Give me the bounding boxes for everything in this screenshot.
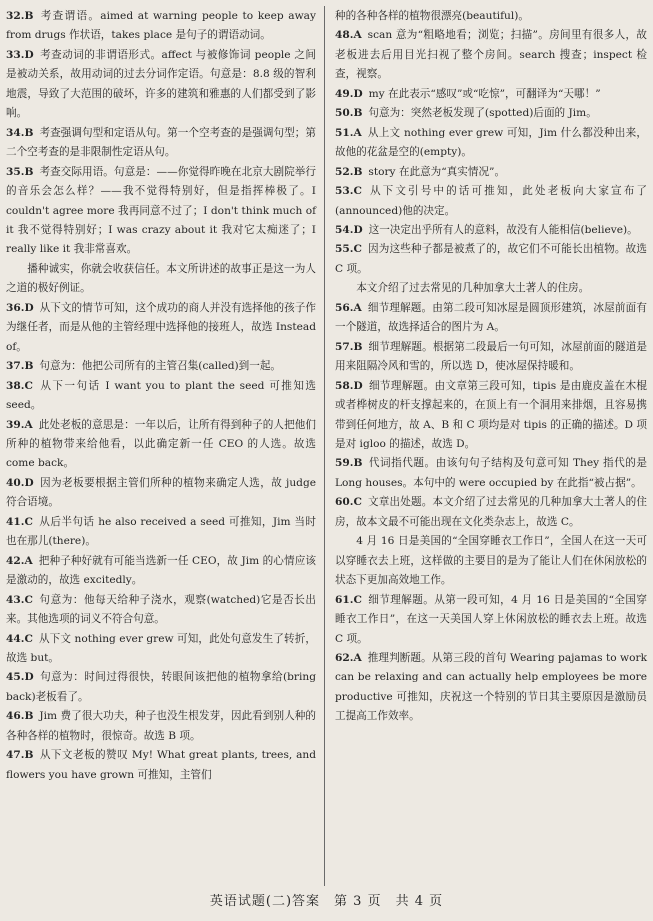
item-explanation: Jim 费了很大功夫，种子也没生根发芽，因此看到别人种的各种各样的植物时，很惊奇。故选 B 项。 — [6, 710, 316, 742]
item-answer: B — [24, 10, 34, 22]
answer-item — [335, 591, 647, 649]
item-answer: C — [24, 632, 33, 645]
continued-text: 种的各种各样的植物很漂亮(beautiful)。 — [335, 10, 529, 22]
item-answer: B — [353, 457, 363, 470]
answer-item — [6, 357, 316, 376]
item-number: 55. — [335, 243, 354, 256]
item-explanation: 从上文 nothing ever grew 可知，Jim 什么都没种出来，故他的花盆是空的(empty)。 — [335, 126, 647, 159]
item-explanation: 代词指代题。由该句句子结构及句意可知 They 指代的是 Long houses。本句中的 were occupied by 在此指“被占据”。 — [335, 457, 647, 489]
item-answer: C — [353, 185, 362, 198]
item-number: 49. — [335, 87, 354, 100]
answer-item — [6, 552, 316, 591]
item-number: 42. — [6, 554, 25, 567]
item-number: 36. — [6, 301, 25, 314]
item-number: 47. — [6, 749, 25, 762]
answer-item — [335, 493, 647, 532]
right-column — [335, 7, 647, 727]
answer-item — [6, 124, 316, 163]
item-number: 40. — [6, 476, 25, 489]
item-explanation: 这一决定出乎所有人的意料，故没有人能相信(believe)。 — [368, 223, 638, 236]
item-explanation: 因为老板要根据主管们所种的植物来确定人选，故 judge 符合语境。 — [6, 476, 316, 509]
answer-item — [335, 163, 647, 182]
item-answer: C — [353, 243, 362, 256]
passage-summary: 播种诚实，你就会收获信任。本文所讲述的故事正是这一为人之道的极好例证。 — [6, 262, 316, 295]
item-explanation: 因为这些种子都是被煮了的，故它们不可能长出植物。故选 C 项。 — [335, 243, 647, 275]
item-number: 50. — [335, 107, 354, 120]
item-explanation: 句意为：时间过得很快，转眼间该把他的植物拿给(bring back)老板看了。 — [6, 671, 316, 703]
item-number: 52. — [335, 165, 354, 178]
item-explanation: scan 意为“粗略地看；浏览；扫描”。房间里有很多人，故老板进去后用目光扫视了整个房间。search 搜查；inspect 检查，视察。 — [335, 29, 647, 81]
answer-item — [335, 221, 647, 240]
answer-item — [6, 668, 316, 707]
answer-item — [335, 124, 647, 163]
item-answer: A — [353, 651, 362, 664]
item-answer: C — [24, 379, 33, 392]
item-number: 60. — [335, 496, 354, 509]
item-answer: D — [24, 48, 34, 61]
item-number: 37. — [6, 360, 25, 373]
item-number: 38. — [6, 379, 25, 392]
item-answer: A — [353, 301, 362, 314]
item-number: 39. — [6, 418, 25, 431]
item-explanation: 细节理解题。从第一段可知，4 月 16 日是美国的“全国穿睡衣工作日”，在这一天美国人穿上休闲放松的睡衣去上班。故选 C 项。 — [335, 593, 647, 645]
item-answer: B — [24, 710, 34, 723]
item-answer: D — [24, 671, 34, 684]
item-answer: C — [24, 515, 33, 528]
item-explanation: 细节理解题。根据第二段最后一句可知，冰屋前面的隧道是用来阻隔冷风和雪的，所以选 D，使冰屋保持暖和。 — [335, 340, 647, 373]
item-number: 61. — [335, 593, 354, 606]
item-explanation: 考查谓语。aimed at warning people to keep away from drugs 作状语，takes place 是句子的谓语动词。 — [6, 10, 316, 42]
item-answer: B — [353, 165, 363, 178]
answer-item — [6, 707, 316, 746]
item-answer: B — [24, 126, 34, 139]
item-explanation: 考查动词的非谓语形式。affect 与被修饰词 people 之间是被动关系，故用动词的过去分词作定语。句意是：8.8 级的智利地震，导致了大范围的破坏，许多的建筑和雅惠的人们都受到了影响。 — [6, 48, 316, 120]
item-number: 44. — [6, 632, 25, 645]
answer-item — [335, 649, 647, 727]
item-explanation: 考查交际用语。句意是：——你觉得昨晚在北京大剧院举行的音乐会怎么样？——我不觉得特别好，但是指挥棒极了。I couldn't agree more 我再同意不过了；I don't think much of it 我不觉得特别好；I was crazy about it 我对它太痴迷了；I really like it 我非常喜欢。 — [6, 165, 316, 256]
left-column — [6, 7, 316, 785]
column-divider — [324, 6, 325, 886]
answer-item — [6, 163, 316, 260]
item-number: 46. — [6, 710, 25, 723]
item-number: 59. — [335, 457, 354, 470]
item-number: 32. — [6, 10, 25, 22]
answer-item — [6, 299, 316, 357]
item-answer: C — [353, 496, 362, 509]
item-answer: B — [24, 749, 34, 762]
item-number: 45. — [6, 671, 25, 684]
answer-item — [6, 591, 316, 630]
item-number: 53. — [335, 185, 354, 198]
item-explanation: 从下文 nothing ever grew 可知，此处句意发生了转折，故选 but。 — [6, 632, 316, 664]
item-answer: D — [24, 476, 34, 489]
page-footer: 英语试题(二)答案 第 3 页 共 4 页 — [209, 894, 444, 909]
answer-item — [335, 182, 647, 221]
answer-item — [6, 377, 316, 416]
answer-item — [335, 240, 647, 279]
item-explanation: 细节理解题。由文章第三段可知，tipis 是由鹿皮盖在木棍或者桦树皮的杆支撑起来的，在顶上有一个洞用来排烟，且容易携带到任何地方，故 A、B 和 C 项均是对 tipis 的正确的描述。D 项是对 igloo 的描述，故选 D。 — [335, 379, 647, 450]
answer-item — [6, 513, 316, 552]
item-answer: B — [353, 340, 363, 353]
item-explanation: story 在此意为“真实情况”。 — [368, 165, 506, 178]
item-answer: D — [353, 87, 363, 100]
answer-item — [335, 454, 647, 493]
answer-item — [6, 474, 316, 513]
item-explanation: 此处老板的意思是：一年以后，让所有得到种子的人把他们所种的植物带来给他看，以此确定新一任 CEO 的人选。故选 come back。 — [6, 418, 316, 470]
item-explanation: 从下文老板的赞叹 My! What great plants, trees, and flowers you have grown 可推知，主管们 — [6, 749, 316, 781]
answer-item — [6, 746, 316, 785]
item-explanation: 推理判断题。从第三段的首句 Wearing pajamas to work can be relaxing and can actually help employees be more productive 可推知，庆祝这一个特别的节日其主要原因是激励员工提高工作效率。 — [335, 651, 647, 723]
answer-item — [6, 46, 316, 124]
item-explanation: 句意为：他每天给种子浇水，观察(watched)它是否长出来。其他选项的词义不符合句意。 — [6, 593, 316, 626]
item-answer: C — [24, 593, 33, 606]
answer-item — [335, 338, 647, 377]
item-number: 58. — [335, 379, 354, 392]
item-answer: A — [353, 29, 362, 42]
item-number: 35. — [6, 165, 25, 178]
item-answer: C — [353, 593, 362, 606]
item-number: 41. — [6, 515, 25, 528]
item-answer: A — [24, 418, 33, 431]
item-answer: A — [353, 126, 362, 139]
item-answer: B — [353, 107, 363, 120]
answer-item — [335, 85, 647, 104]
item-explanation: 句意为：他把公司所有的主管召集(called)到一起。 — [39, 360, 282, 373]
item-number: 56. — [335, 301, 354, 314]
answer-item — [335, 299, 647, 338]
item-answer: B — [24, 165, 34, 178]
item-explanation: 从后半句话 he also received a seed 可推知，Jim 当时也在那儿(there)。 — [6, 515, 316, 548]
item-number: 51. — [335, 126, 354, 139]
item-number: 34. — [6, 126, 25, 139]
answer-item — [6, 630, 316, 669]
item-explanation: 考查强调句型和定语从句。第一个空考查的是强调句型；第二个空考查的是非限制性定语从句。 — [6, 126, 316, 159]
item-answer: D — [24, 301, 34, 314]
item-answer: A — [24, 554, 33, 567]
item-answer: D — [353, 379, 363, 392]
item-explanation: 把种子种好就有可能当选新一任 CEO，故 Jim 的心情应该是激动的，故选 excitedly。 — [6, 554, 316, 587]
answer-item — [6, 416, 316, 474]
answer-item — [335, 104, 647, 123]
item-number: 33. — [6, 48, 25, 61]
item-explanation: my 在此表示“感叹”或“吃惊”，可翻译为“天哪！” — [368, 87, 601, 100]
item-explanation: 从下文引号中的话可推知，此处老板向大家宣布了(announced)他的决定。 — [335, 185, 647, 217]
item-explanation: 文章出处题。本文介绍了过去常见的几种加拿大土著人的住房，故本文最不可能出现在文化类杂志上，故选 C。 — [335, 496, 647, 528]
passage-summary: 本文介绍了过去常见的几种加拿大土著人的住房。 — [356, 282, 590, 295]
item-explanation: 从下文的情节可知，这个成功的商人并没有选择他的孩子作为继任者，而是从他的主管经理中选择他的接班人，故选 Instead of。 — [6, 301, 316, 353]
answer-item — [335, 26, 647, 84]
answer-item — [335, 377, 647, 455]
item-number: 62. — [335, 651, 354, 664]
answer-item — [6, 7, 316, 46]
item-number: 48. — [335, 29, 354, 42]
item-number: 54. — [335, 223, 354, 236]
item-number: 43. — [6, 593, 25, 606]
passage-summary: 4 月 16 日是美国的“全国穿睡衣工作日”，全国人在这一天可以穿睡衣去上班，这样做的主要目的是为了能让人们在休闲放松的状态下更加高效地工作。 — [335, 535, 647, 587]
item-number: 57. — [335, 340, 354, 353]
item-answer: B — [24, 360, 34, 373]
item-explanation: 句意为：突然老板发现了(spotted)后面的 Jim。 — [368, 107, 597, 120]
item-explanation: 从下一句话 I want you to plant the seed 可推知选 seed。 — [6, 379, 316, 412]
item-answer: D — [353, 223, 363, 236]
item-explanation: 细节理解题。由第二段可知冰屋是圆顶形建筑，冰屋前面有一个隧道，故选择适合的图片为 A。 — [335, 301, 647, 334]
